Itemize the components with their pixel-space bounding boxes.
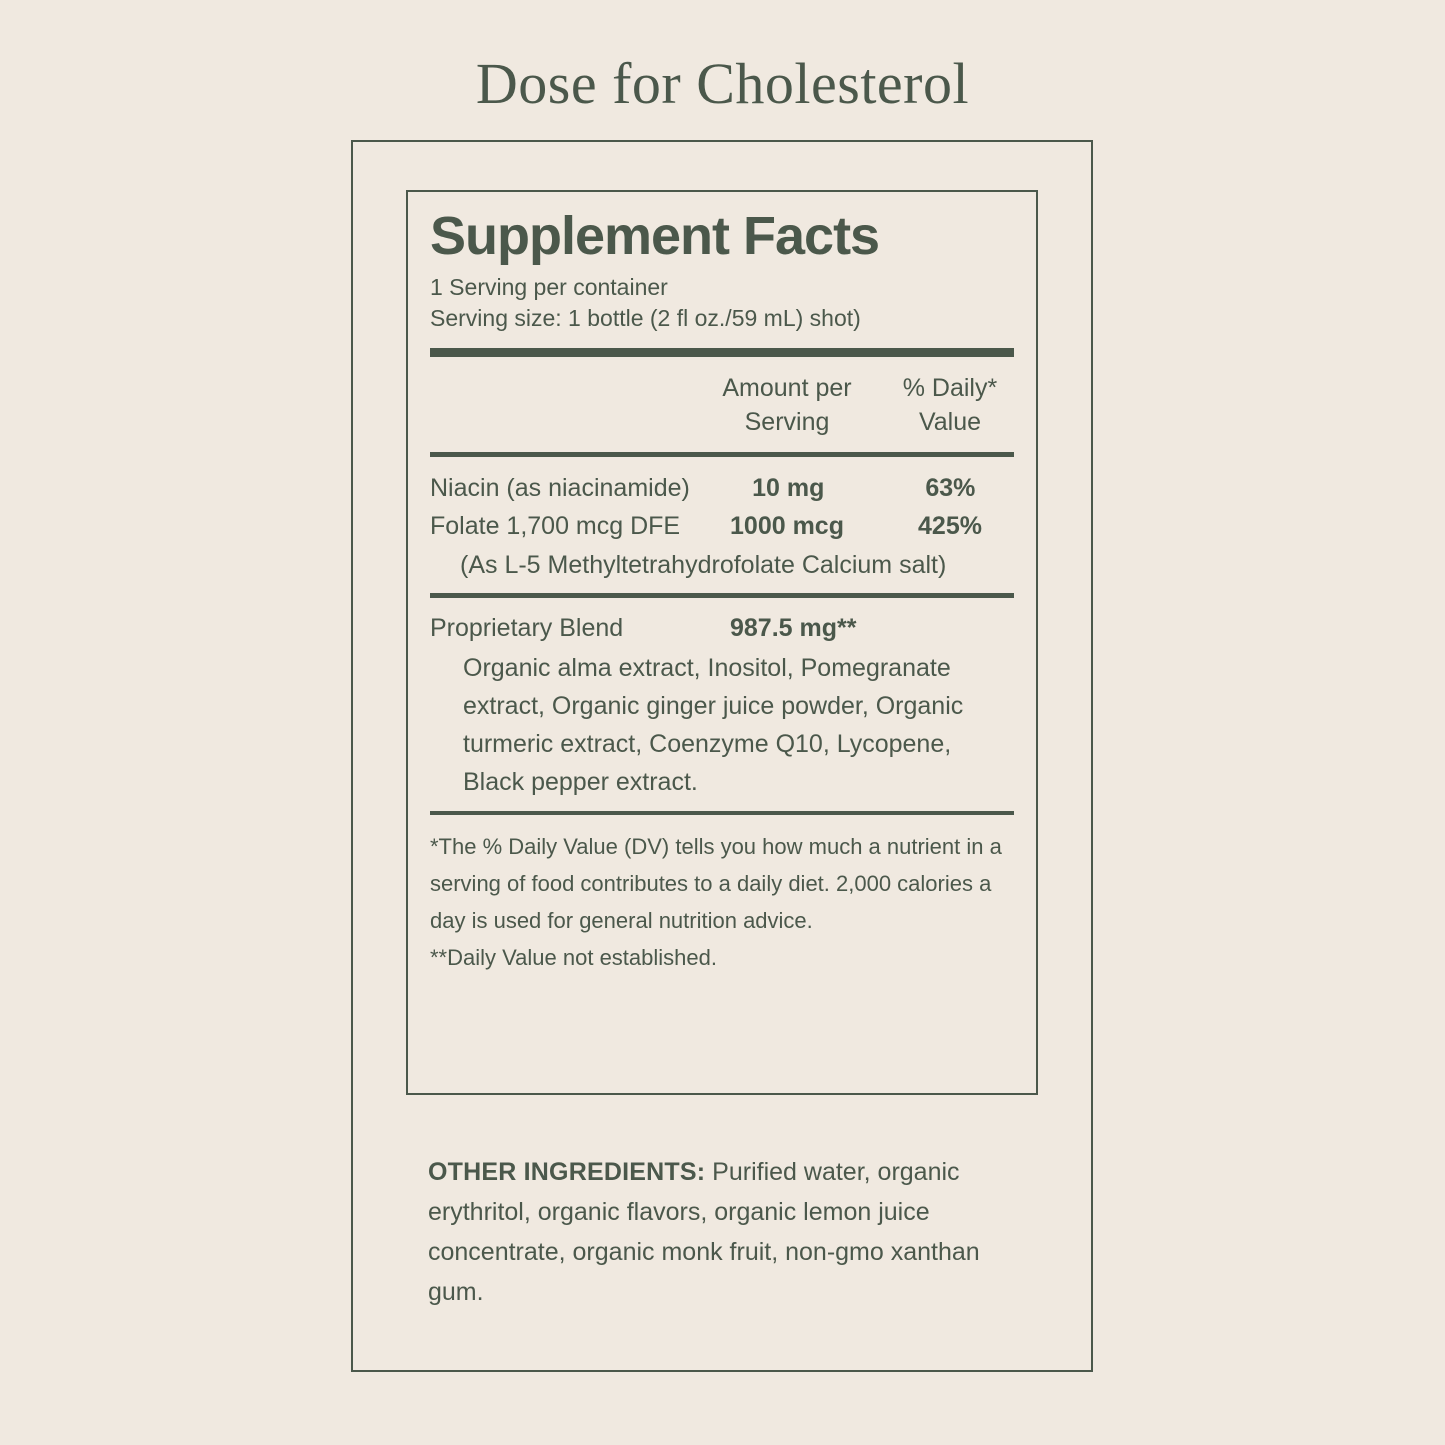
nutrient-name: Niacin (as niacinamide): [430, 473, 690, 502]
dv-header-line2: Value: [918, 408, 982, 437]
proprietary-blend-name: Proprietary Blend: [430, 613, 624, 642]
nutrient-table: [430, 457, 1014, 593]
nutrient-daily-value: 63%: [925, 473, 976, 502]
daily-value-footnote: *The % Daily Value (DV) tells you how much a nutrient in a serving of food contributes to a daily diet. 2,000 calories a day is used for general nutrition advice.: [430, 834, 1002, 934]
divider-thick-top: [430, 348, 1014, 357]
table-row: [430, 469, 1014, 508]
nutrient-amount: 10 mg: [752, 473, 825, 502]
amount-header-line2: Serving: [744, 408, 830, 437]
column-headers: [430, 357, 1014, 452]
page-title: Dose for Cholesterol: [475, 51, 970, 116]
supplement-facts-heading: Supplement Facts: [430, 206, 880, 266]
servings-per-container: 1 Serving per container: [430, 274, 668, 301]
other-ingredients-label: OTHER INGREDIENTS:: [428, 1158, 706, 1186]
supplement-facts-panel: [406, 190, 1038, 1095]
nutrient-amount: 1000 mcg: [730, 512, 844, 541]
nutrient-subnote: (As L-5 Methyltetrahydrofolate Calcium salt): [460, 551, 947, 580]
daily-value-not-established-footnote: **Daily Value not established.: [430, 945, 717, 971]
amount-per-serving-header: [688, 371, 886, 440]
other-ingredients-text: Purified water, organic erythritol, organic flavors, organic lemon juice concentrate, organic monk fruit, non-gmo xanthan gum.: [428, 1158, 980, 1306]
nutrient-name: Folate 1,700 mcg DFE: [430, 512, 681, 541]
proprietary-blend-amount: 987.5 mg**: [730, 613, 857, 642]
proprietary-blend-header: [430, 610, 1014, 648]
serving-size: Serving size: 1 bottle (2 fl oz./59 mL) shot): [430, 305, 861, 332]
table-row: [430, 507, 1014, 546]
footnotes: [430, 815, 1014, 977]
daily-value-header: [886, 371, 1014, 440]
nutrient-daily-value: 425%: [918, 512, 982, 541]
label-outer-frame: [351, 140, 1093, 1372]
other-ingredients: [428, 1152, 1028, 1312]
proprietary-blend-ingredients: Organic alma extract, Inositol, Pomegranate extract, Organic ginger juice powder, Organic turmeric extract, Coenzyme Q10, Lycopene, Black pepper extract.: [463, 654, 964, 797]
amount-header-line1: Amount per: [722, 373, 852, 402]
dv-header-line1: % Daily*: [902, 373, 998, 402]
proprietary-blend-section: [430, 598, 1014, 812]
